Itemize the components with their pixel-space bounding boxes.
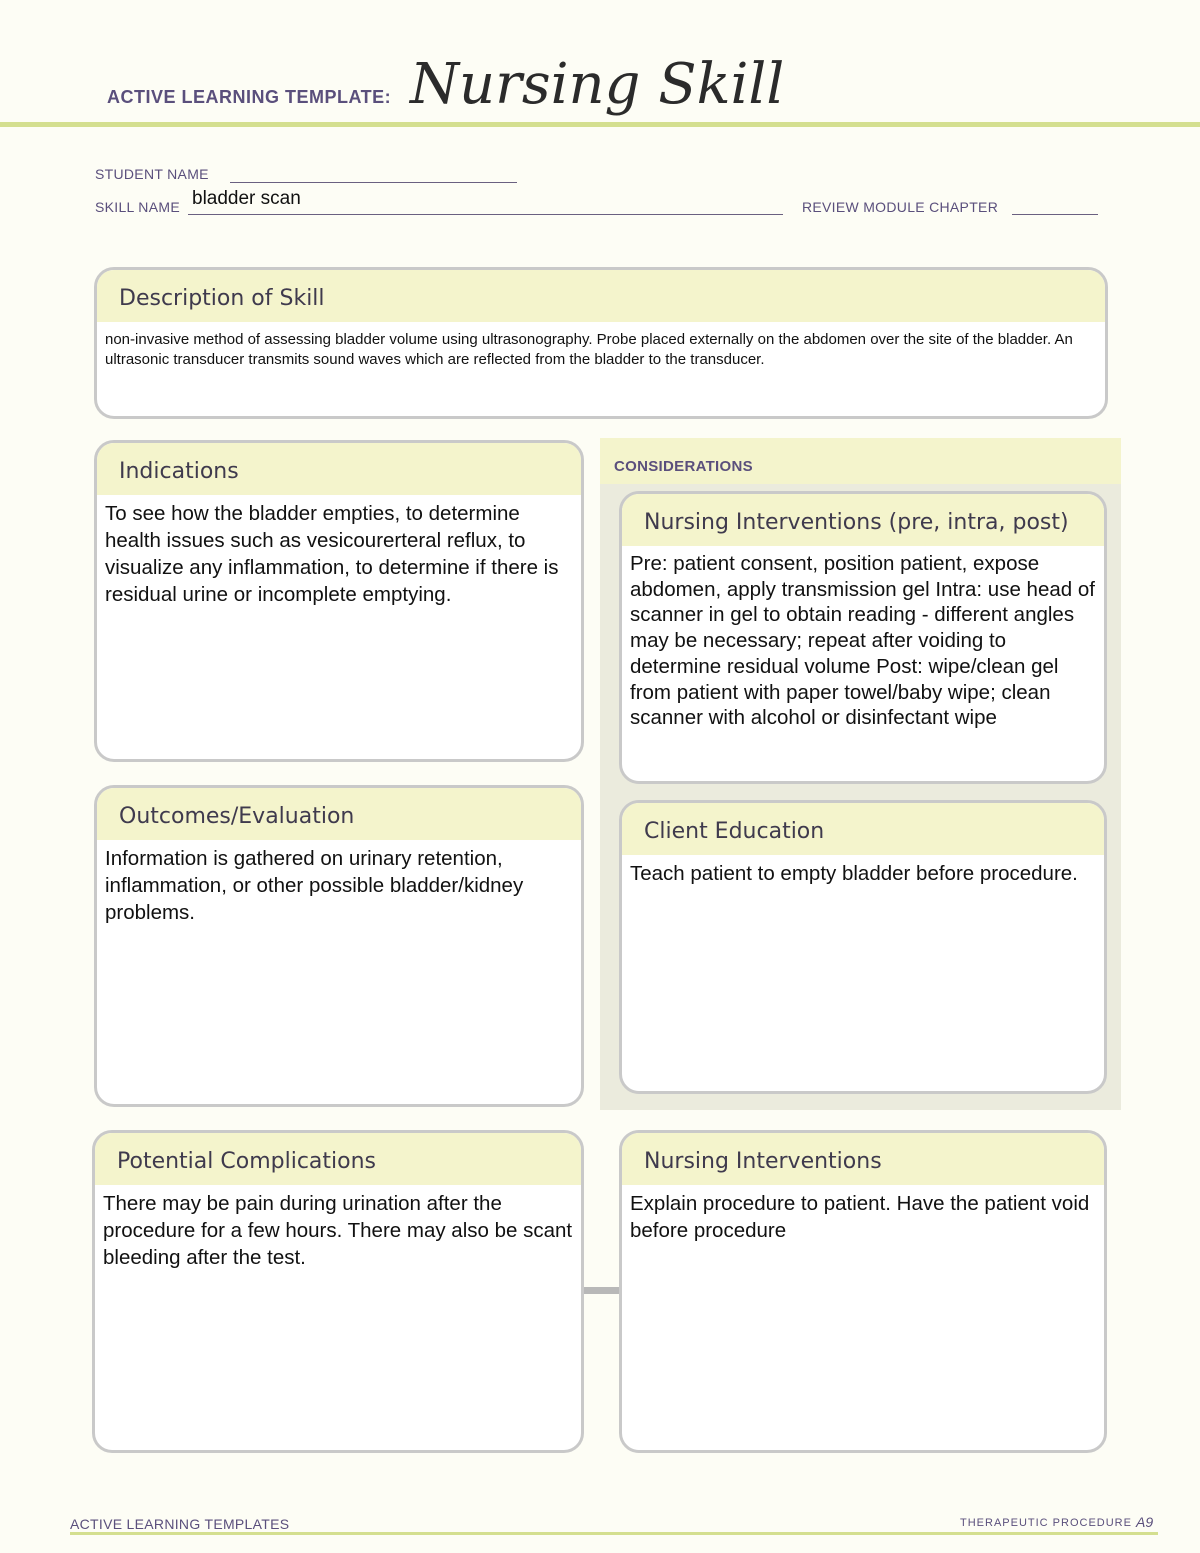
template-label: ACTIVE LEARNING TEMPLATE: bbox=[107, 87, 392, 107]
student-name-field[interactable] bbox=[230, 167, 517, 183]
client-education-box bbox=[619, 800, 1107, 1094]
indications-heading: Indications bbox=[97, 443, 581, 495]
description-box bbox=[94, 267, 1108, 419]
footer-divider bbox=[70, 1532, 1158, 1535]
description-text[interactable]: non-invasive method of assessing bladder volume using ultrasonography. Probe placed externally on the abdomen over the site of the bladder. An ultrasonic transducer transmits sound waves which are reflected from the bladder to the transducer. bbox=[105, 331, 1073, 368]
header-divider bbox=[0, 122, 1200, 127]
considerations-label: CONSIDERATIONS bbox=[614, 458, 753, 475]
complications-box bbox=[92, 1130, 584, 1453]
footer-right-label: THERAPEUTIC PROCEDURE bbox=[960, 1517, 1132, 1529]
nursing-interventions-heading: Nursing Interventions bbox=[622, 1133, 1104, 1185]
page-number: A9 bbox=[1136, 1514, 1154, 1530]
client-education-heading: Client Education bbox=[622, 803, 1104, 855]
skill-name-label: SKILL NAME bbox=[95, 199, 180, 215]
client-education-text[interactable]: Teach patient to empty bladder before procedure. bbox=[630, 862, 1078, 885]
nursing-interventions-pre-intra-post-box bbox=[619, 491, 1107, 784]
skill-name-value: bladder scan bbox=[192, 188, 301, 209]
complications-heading: Potential Complications bbox=[95, 1133, 581, 1185]
student-name-label: STUDENT NAME bbox=[95, 166, 209, 182]
nursing-interventions-pre-intra-post-text[interactable]: Pre: patient consent, position patient, expose abdomen, apply transmission gel Intra: use head of scanner in gel to obtain reading - different angles may be necessary; repeat after voiding to determine residual volume Post: wipe/clean gel from patient with paper towel/baby wipe; clean scanner with alcohol or disinfectant wipe bbox=[630, 552, 1095, 730]
page-title: Nursing Skill bbox=[410, 52, 785, 117]
complications-text[interactable]: There may be pain during urination after the procedure for a few hours. There may also be scant bleeding after the test. bbox=[103, 1192, 573, 1269]
nursing-interventions-box bbox=[619, 1130, 1107, 1453]
skill-name-field[interactable] bbox=[188, 188, 783, 215]
description-heading: Description of Skill bbox=[97, 270, 1105, 322]
review-module-field[interactable] bbox=[1012, 199, 1098, 215]
outcomes-heading: Outcomes/Evaluation bbox=[97, 788, 581, 840]
outcomes-text[interactable]: Information is gathered on urinary retention, inflammation, or other possible bladder/kidney problems. bbox=[105, 847, 524, 924]
outcomes-box bbox=[94, 785, 584, 1107]
indications-box bbox=[94, 440, 584, 762]
indications-text[interactable]: To see how the bladder empties, to determine health issues such as vesicourerteral reflux, to visualize any inflammation, to determine if there is residual urine or incomplete emptying. bbox=[105, 502, 559, 606]
nursing-interventions-text[interactable]: Explain procedure to patient. Have the patient void before procedure bbox=[630, 1192, 1090, 1242]
review-module-label: REVIEW MODULE CHAPTER bbox=[802, 199, 999, 215]
box-connector bbox=[583, 1287, 620, 1294]
nursing-interventions-pre-intra-post-heading: Nursing Interventions (pre, intra, post) bbox=[622, 494, 1104, 546]
footer-left-label: ACTIVE LEARNING TEMPLATES bbox=[70, 1516, 290, 1532]
